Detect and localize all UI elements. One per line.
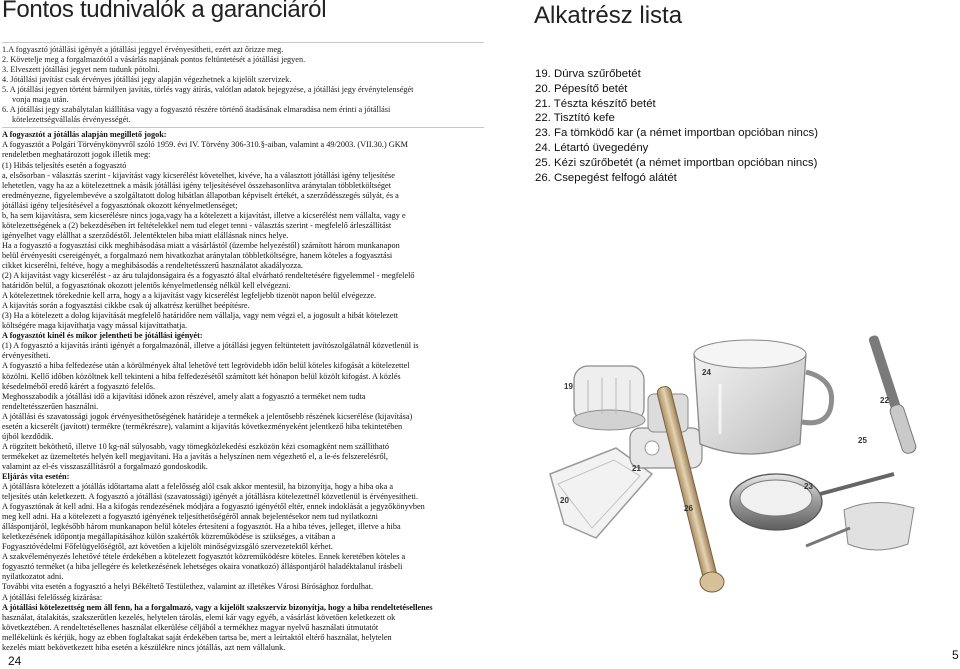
body-line: kezelés miatt bekövetkezett hiba esetén a készülékre nincs jótállás, azt nem vállalunk. bbox=[2, 642, 286, 652]
body-line: álláspontjáról, legkésőbb három munkanapon belül köteles értesíteni a fogyasztót. Ha a hiba téves, jelleget, illetve a hiba bbox=[2, 522, 401, 532]
callout-23: 23 bbox=[804, 482, 813, 491]
section-heading: A fogyasztót a jótállás alapján megillető jogok: bbox=[2, 130, 167, 140]
body-line: Fogyasztóvédelmi Főfelügyelőségtől, azt követően a kijelölt minőségvizsgáló szervezetektől kérhet. bbox=[2, 542, 333, 552]
body-line: kötelezettségének a (2) bekezdésében írt feltételekkel nem tud eleget tenni - választás szerint - megfelelő árleszállítást bbox=[2, 220, 392, 230]
parts-photo bbox=[544, 324, 954, 664]
body-line: (1) Hibás teljesítés esetén a fogyasztó bbox=[2, 160, 127, 170]
body-line: Ha a fogyasztó a fogyasztási cikk meghibásodása miatt a vásárlástól (üzembe helyezéstől) számított három munkanapon bbox=[2, 240, 400, 250]
body-line: mellékelünk és kérjük, hogy az ebben foglaltakat saját érdekében tartsa be, mert a leírtaktól eltérő használat, helytelen bbox=[2, 632, 392, 642]
callout-24: 24 bbox=[702, 368, 711, 377]
part-item: 23. Fa tömködő kar (a német importban opcióban nincs) bbox=[535, 127, 819, 140]
body-line: újból kezdődik. bbox=[2, 431, 54, 441]
callout-26: 26 bbox=[684, 504, 693, 513]
body-line: A szakvéleményezés lehetővé tétele érdekében a kötelezett fogyasztót közreműködésre köteles. Ennek keretében köteles a bbox=[2, 552, 406, 562]
body-line: A fogyasztót a Polgári Törvénykönyvről szóló 1959. évi IV. Törvény 306-310.§-aiban, valamint a 49/2003. (VII.30.) GKM bbox=[2, 140, 409, 150]
part-item: 25. Kézi szűrőbetét (a német importban opcióban nincs) bbox=[535, 156, 818, 169]
body-line: eredményezne, figyelembevéve a szolgáltatott dolog hibátlan állapotban képviselt értékét, a szerződésszegés súlyát, és a bbox=[2, 190, 399, 200]
body-line: a, elsősorban - választás szerint - kijavítást vagy kicserélést követelhet, kivéve, ha a választott jótállási igény teljesítése bbox=[2, 170, 395, 180]
warranty-rights-text bbox=[2, 130, 484, 652]
parts-illustration bbox=[544, 324, 954, 664]
intro-line: 1.A fogyasztó jótállási igényét a jótállási jeggyel érvényesítheti, ezért azt őrizze meg. bbox=[2, 45, 284, 54]
body-line: késedelméből eredő kárért a fogyasztó felelős. bbox=[2, 381, 156, 391]
section-heading: Eljárás vita esetén: bbox=[2, 471, 70, 481]
divider bbox=[2, 127, 484, 128]
body-line: A jótállásra kötelezett a jótállás időtartama alatt a felelősség alól csak akkor mentesül, ha bizonyítja, hogy a hiba oka a bbox=[2, 482, 394, 492]
warranty-body bbox=[2, 40, 484, 653]
body-line: közölni. Kellő időben közöltnek kell tekinteni a hiba felfedezésétől számított két hónapon belül közölt kifogást. A közlés bbox=[2, 371, 401, 381]
intro-line: vonja maga után. bbox=[12, 95, 69, 105]
body-line: rendeletben meghatározott jogok illetik meg: bbox=[2, 150, 151, 160]
body-line: cikket kicserélni, feltéve, hogy a meghibásodás a rendeltetésszerű használatot akadályozza. bbox=[2, 260, 303, 270]
cleaning-brush-shape bbox=[868, 334, 917, 455]
intro-line: 4. Jótállási javítást csak érvényes jótállási jegy alapján végezhetnek a kijelölt szervizek. bbox=[2, 75, 292, 85]
parts-list bbox=[535, 67, 955, 185]
body-line: igényelhet vagy elállhat a szerződéstől. Jelentéktelen hiba miatt elállásnak nincs helye. bbox=[2, 230, 289, 240]
body-line: belül érvényesíti csereigényét, a forgalmazó nem hivatkozhat aránytalan többletköltségre, hanem köteles a fogyasztási bbox=[2, 250, 393, 260]
body-line: határidőn belül, a fogyasztónak okozott jelentős kényelmetlenség nélkül kell elvégezni. bbox=[2, 281, 291, 291]
section-heading: A fogyasztót kinél és mikor jelentheti be jótállási igényét: bbox=[2, 331, 203, 341]
body-line: A kötelezettnek törekednie kell arra, hogy a a kijavítást vagy kicserélést legfeljebb tizenöt napon belül elvégezze. bbox=[2, 291, 377, 301]
page-number-left: 24 bbox=[8, 654, 22, 668]
body-line: jótállási igény teljesítésével a fogyasztónak okozott kényelmetlenséget; bbox=[2, 200, 238, 210]
juice-jug-shape bbox=[694, 340, 832, 454]
body-line: A jótállási felelősség kizárása: bbox=[2, 592, 103, 602]
body-line: fogyasztó terméket (a hiba jellegére és keletkezésének lehetséges okaira vonatkozó) álláspontjáról haladéktalanul írásbeli bbox=[2, 562, 403, 572]
body-line: A fogyasztónak át kell adni. Ha a kifogás rendezésének módjára a fogyasztó igényétől eltér, ennek indoklását a jegyzőkönyvben bbox=[2, 502, 425, 512]
warranty-intro bbox=[2, 45, 484, 125]
callout-21: 21 bbox=[632, 464, 641, 473]
section-heading: A jótállási kötelezettség nem áll fenn, ha a forgalmazó, vagy a kijelölt szakszerviz bizonyítja, hogy a hiba rendeltetésellenes bbox=[2, 602, 433, 612]
intro-line: kötelezettségvállalás érvényességét. bbox=[12, 115, 131, 125]
body-line: A kijavítás során a fogyasztási cikkbe csak új alkatrész kerülhet beépítésre. bbox=[2, 301, 250, 311]
body-line: (2) A kijavítást vagy kicserélést - az áru tulajdonságaira és a fogyasztó által elvárható rendeltetésére figyelemmel - megfelelő bbox=[2, 271, 415, 281]
body-line: (1) A fogyasztó a kijavítás iránti igényét a forgalmazónál, illetve a jótállási jegyen feltüntetett javítószolgálatnál közvetlenül is bbox=[2, 341, 419, 351]
body-line: teljesítés után keletkezett. A fogyasztó a jótállási (szavatossági) igényét a jótállásra kötelezettnél közvetlenül is érvényesítheti. bbox=[2, 492, 419, 502]
body-line: nyilatkozatot adni. bbox=[2, 572, 64, 582]
body-line: Meghosszabodik a jótállási idő a kijavítási időnek azon részével, amely alatt a fogyasztó a terméket nem tudta bbox=[2, 391, 366, 401]
coarse-strainer-shape bbox=[573, 366, 645, 430]
intro-line: 2. Követelje meg a forgalmazótól a vásárlás napjának pontos feltüntetését a jótállási jegyen. bbox=[2, 55, 306, 65]
body-line: érvényesítheti. bbox=[2, 351, 51, 361]
callout-20: 20 bbox=[560, 496, 569, 505]
body-line: A fogyasztó a hiba felfedezése után a körülmények által lehetővé tett legrövidebb időn belül köteles kifogását a kötelezettel bbox=[2, 361, 410, 371]
divider bbox=[2, 42, 484, 43]
body-line: esetén a kicserélt (javított) termékre (termékrészre), valamint a kijavítás következményeként jelentkező hiba tekintetében bbox=[2, 421, 403, 431]
body-line: rendeltetésszerűen használni. bbox=[2, 401, 99, 411]
body-line: következtében. A rendeltetésellenes használat elkerülése céljából a termékhez magyar nyelvű használati útmutatót bbox=[2, 622, 379, 632]
body-line: lehetetlen, vagy ha az a kötelezettnek a másik jótállási igény teljesítésével összehasonlítva aránytalan többletköltséget bbox=[2, 180, 391, 190]
body-line: További vita esetén a fogyasztó a helyi Békéltető Testülethez, valamint az illetékes Városi Bírósághoz fordulhat. bbox=[2, 582, 374, 592]
body-line: használat, átalakítás, szakszerűtlen kezelés, helytelen tárolás, elemi kár vagy egyéb, a vásárlást követően keletkezett ok bbox=[2, 612, 396, 622]
parts-list-title: Alkatrész lista bbox=[534, 2, 683, 29]
body-line: termékeket az üzemeltetés helyén kell megjavítani. Ha a javítás a helyszínen nem végezhető el, a le-és felszerelésről, bbox=[2, 451, 388, 461]
callout-25: 25 bbox=[858, 436, 867, 445]
fruit-press-shape bbox=[806, 502, 914, 550]
intro-line: 3. Elveszett jótállási jegyet nem tudunk pótolni. bbox=[2, 65, 160, 75]
part-item: 19. Dúrva szűrőbetét bbox=[535, 68, 641, 80]
page-number-right: 5 bbox=[952, 648, 959, 662]
body-line: meg kell adni. Ha a kötelezett a fogyasztó igényének teljesíthetőségéről annak bejelentésekor nem tud nyilatkozni bbox=[2, 512, 378, 522]
body-line: keletkezésének időpontja megállapításához külön szakértők közreműködése is szükséges, a vitában a bbox=[2, 532, 336, 542]
callout-22: 22 bbox=[880, 396, 889, 405]
body-line: b, ha sem kijavításra, sem kicserélésre nincs joga,vagy ha a kötelezett a kijavítást, illetve a kicserélést nem vállalta, vagy e bbox=[2, 210, 406, 220]
part-item: 26. Csepegést felfogó alátét bbox=[535, 171, 677, 184]
callout-19: 19 bbox=[564, 382, 573, 391]
right-page bbox=[528, 0, 960, 669]
part-item: 24. Létartó üvegedény bbox=[535, 141, 649, 154]
intro-line: 5. A jótállási jegyen történt bármilyen javítás, törlés vagy átírás, valótlan adatok bejegyzése, a jótállási jegy érvénytelenségét bbox=[2, 85, 414, 95]
part-item: 20. Pépesítő betét bbox=[535, 82, 628, 95]
part-item: 22. Tisztító kefe bbox=[535, 112, 615, 125]
warranty-title: Fontos tudnivalók a garanciáról bbox=[2, 0, 327, 23]
body-line: (3) Ha a kötelezett a dolog kijavítását megfelelő határidőre nem vállalja, vagy nem végzi el, a jogosult a hibát kötelezett bbox=[2, 311, 399, 321]
body-line: A rögzített beköthető, illetve 10 kg-nál súlyosabb, vagy tömegközlekedési eszközön kézi csomagként nem szállítható bbox=[2, 441, 389, 451]
part-item: 21. Tészta készítő betét bbox=[535, 97, 656, 110]
intro-line: 6. A jótállási jegy szabálytalan kiállítása vagy a fogyasztó részére történő átadásának elmaradása nem érinti a jótállási bbox=[2, 105, 391, 115]
body-line: A jótállási és szavatossági jogok érvényesíthetőségének határideje a termékek a jelentősebb részének kicserélése (kijavítása) bbox=[2, 411, 413, 421]
body-line: valamint az el-és visszaszállításról a forgalmazó gondoskodik. bbox=[2, 461, 208, 471]
body-line: költségére maga kijavíthatja vagy mással kijavíttathatja. bbox=[2, 321, 188, 331]
